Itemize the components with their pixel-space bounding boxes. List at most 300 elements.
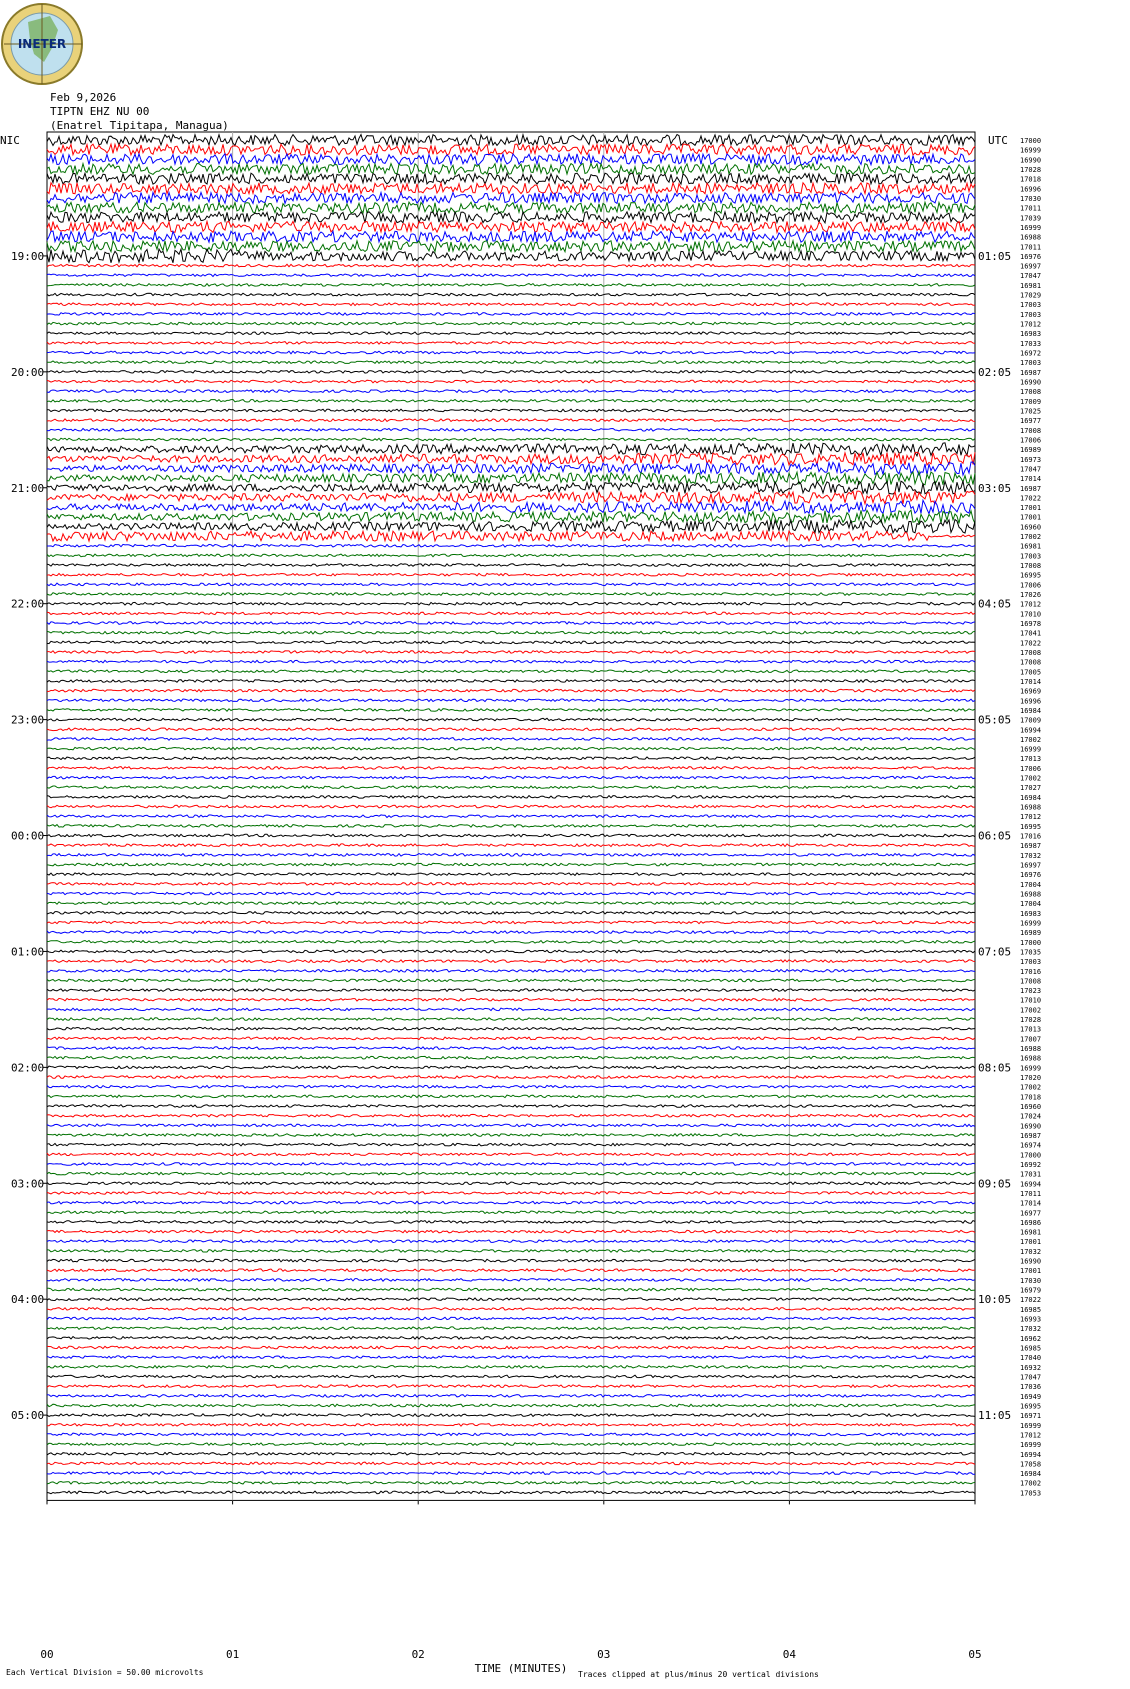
trace-line <box>47 1250 975 1253</box>
trace-offset-label: 16990 <box>1020 1257 1042 1266</box>
nic-hour-label: 22:00 <box>11 597 45 611</box>
trace-offset-label: 17027 <box>1020 784 1042 793</box>
nic-hour-label: 01:00 <box>11 945 45 959</box>
trace-offset-label: 17001 <box>1020 1267 1042 1276</box>
trace-line <box>47 342 975 345</box>
trace-line <box>47 303 975 306</box>
nic-hour-label: 00:00 <box>11 829 45 843</box>
utc-hour-label: 05:05 <box>978 713 1012 727</box>
trace-line <box>47 1018 975 1021</box>
trace-offset-label: 16977 <box>1020 417 1042 426</box>
trace-offset-label: 16987 <box>1020 842 1042 851</box>
trace-offset-label: 17009 <box>1020 716 1042 725</box>
trace-offset-label: 17002 <box>1020 735 1042 744</box>
trace-offset-label: 16983 <box>1020 909 1042 918</box>
trace-line <box>47 1279 975 1282</box>
trace-line <box>47 1298 975 1301</box>
trace-line <box>47 231 975 242</box>
trace-offset-label: 16995 <box>1020 822 1042 831</box>
trace-line <box>47 1085 975 1088</box>
trace-offset-label: 17000 <box>1020 1151 1042 1160</box>
trace-offset-label: 16990 <box>1020 156 1042 165</box>
trace-offset-label: 17033 <box>1020 339 1042 348</box>
trace-offset-label: 16973 <box>1020 455 1042 464</box>
trace-line <box>47 1385 975 1388</box>
trace-line <box>47 931 975 934</box>
trace-offset-label: 17018 <box>1020 175 1042 184</box>
trace-line <box>47 531 975 541</box>
trace-line <box>47 1327 975 1330</box>
trace-offset-label: 17053 <box>1020 1489 1042 1498</box>
trace-line <box>47 883 975 886</box>
utc-hour-label: 08:05 <box>978 1061 1012 1075</box>
trace-line <box>47 400 975 403</box>
trace-offset-label: 17008 <box>1020 426 1042 435</box>
trace-offset-label: 17047 <box>1020 272 1042 281</box>
trace-offset-label: 16994 <box>1020 1450 1042 1459</box>
trace-offset-label: 16971 <box>1020 1412 1042 1421</box>
trace-line <box>47 970 975 973</box>
trace-line <box>47 815 975 818</box>
trace-offset-label: 17029 <box>1020 291 1042 300</box>
trace-offset-label: 17012 <box>1020 813 1042 822</box>
trace-line <box>47 767 975 770</box>
trace-offset-label: 16986 <box>1020 1218 1042 1227</box>
trace-offset-label: 16989 <box>1020 446 1042 455</box>
trace-line <box>47 573 975 576</box>
utc-hour-label: 10:05 <box>978 1293 1012 1307</box>
trace-line <box>47 631 975 634</box>
trace-offset-label: 16988 <box>1020 1045 1042 1054</box>
trace-line <box>47 602 975 605</box>
x-tick-label: 03 <box>597 1648 611 1661</box>
trace-line <box>47 429 975 432</box>
nic-hour-label: 02:00 <box>11 1061 45 1075</box>
trace-offset-label: 17002 <box>1020 774 1042 783</box>
trace-line <box>47 583 975 586</box>
trace-line <box>47 1453 975 1456</box>
trace-offset-label: 17005 <box>1020 668 1042 677</box>
trace-offset-label: 17036 <box>1020 1383 1042 1392</box>
svg-text:INETER: INETER <box>17 37 67 51</box>
trace-offset-label: 16981 <box>1020 542 1042 551</box>
trace-offset-label: 16987 <box>1020 1131 1042 1140</box>
nic-hour-label: 05:00 <box>11 1409 45 1423</box>
x-tick-label: 00 <box>40 1648 54 1661</box>
trace-offset-label: 16988 <box>1020 1054 1042 1063</box>
trace-offset-label: 17058 <box>1020 1460 1042 1469</box>
trace-line <box>47 202 975 213</box>
trace-offset-label: 17014 <box>1020 475 1042 484</box>
trace-offset-label: 17004 <box>1020 900 1042 909</box>
trace-line <box>47 313 975 316</box>
trace-offset-label: 16999 <box>1020 223 1042 232</box>
clip-note: Traces clipped at plus/minus 20 vertical divisions <box>578 1670 819 1679</box>
trace-line <box>47 380 975 383</box>
trace-line <box>47 912 975 915</box>
trace-offset-label: 16962 <box>1020 1334 1042 1343</box>
trace-line <box>47 135 975 146</box>
trace-offset-label: 17008 <box>1020 562 1042 571</box>
trace-offset-label: 17031 <box>1020 1170 1042 1179</box>
trace-offset-label: 17013 <box>1020 1025 1042 1034</box>
trace-offset-label: 16972 <box>1020 349 1042 358</box>
trace-offset-label: 17023 <box>1020 987 1042 996</box>
trace-line <box>47 1076 975 1079</box>
trace-line <box>47 1008 975 1011</box>
trace-offset-label: 17040 <box>1020 1354 1042 1363</box>
trace-line <box>47 1124 975 1127</box>
trace-line <box>47 1269 975 1272</box>
trace-offset-label: 17006 <box>1020 581 1042 590</box>
trace-line <box>47 1337 975 1340</box>
trace-offset-label: 16981 <box>1020 281 1042 290</box>
trace-offset-label: 17003 <box>1020 552 1042 561</box>
trace-offset-label: 17022 <box>1020 639 1042 648</box>
trace-line <box>47 834 975 837</box>
trace-offset-label: 17006 <box>1020 764 1042 773</box>
trace-line <box>47 1192 975 1195</box>
trace-offset-label: 16976 <box>1020 252 1042 261</box>
trace-line <box>47 144 975 155</box>
trace-line <box>47 554 975 557</box>
trace-line <box>47 564 975 567</box>
trace-offset-label: 16999 <box>1020 146 1042 155</box>
trace-line <box>47 796 975 799</box>
trace-offset-label: 16995 <box>1020 1402 1042 1411</box>
trace-offset-label: 16976 <box>1020 871 1042 880</box>
utc-hour-label: 03:05 <box>978 481 1012 495</box>
trace-line <box>47 241 975 252</box>
trace-line <box>47 998 975 1001</box>
trace-line <box>47 1143 975 1146</box>
trace-offset-label: 16987 <box>1020 368 1042 377</box>
nic-time-label: NIC <box>0 134 20 147</box>
trace-line <box>47 481 975 494</box>
trace-line <box>47 1105 975 1108</box>
station-location: (Enatrel Tipitapa, Managua) <box>50 119 229 132</box>
nic-hour-label: 03:00 <box>11 1177 45 1191</box>
trace-line <box>47 1037 975 1040</box>
trace-offset-label: 16985 <box>1020 1344 1042 1353</box>
trace-line <box>47 154 975 165</box>
trace-offset-label: 16997 <box>1020 861 1042 870</box>
trace-line <box>47 1134 975 1137</box>
trace-line <box>47 825 975 828</box>
trace-offset-label: 16988 <box>1020 803 1042 812</box>
trace-offset-label: 17007 <box>1020 1035 1042 1044</box>
trace-line <box>47 1201 975 1204</box>
trace-line <box>47 1221 975 1224</box>
trace-offset-label: 16999 <box>1020 1064 1042 1073</box>
trace-line <box>47 622 975 625</box>
trace-offset-label: 17030 <box>1020 1276 1042 1285</box>
trace-offset-label: 17030 <box>1020 194 1042 203</box>
trace-offset-label: 17011 <box>1020 243 1042 252</box>
trace-line <box>47 960 975 963</box>
trace-line <box>47 1230 975 1233</box>
record-date: Feb 9,2026 <box>50 91 117 104</box>
trace-line <box>47 651 975 654</box>
trace-offset-label: 16981 <box>1020 1228 1042 1237</box>
utc-hour-label: 07:05 <box>978 945 1012 959</box>
trace-offset-label: 17000 <box>1020 137 1042 145</box>
trace-line <box>47 1462 975 1465</box>
utc-time-label: UTC <box>988 134 1008 147</box>
trace-line <box>47 1424 975 1427</box>
trace-line <box>47 979 975 982</box>
trace-offset-label: 17012 <box>1020 1431 1042 1440</box>
trace-line <box>47 1047 975 1050</box>
station-code: TIPTN EHZ NU 00 <box>50 105 150 118</box>
trace-line <box>47 709 975 712</box>
trace-offset-label: 17014 <box>1020 677 1042 686</box>
trace-line <box>47 757 975 760</box>
trace-offset-label: 17018 <box>1020 1093 1042 1102</box>
utc-hour-label: 11:05 <box>978 1409 1012 1423</box>
utc-hour-label: 02:05 <box>978 365 1012 379</box>
trace-line <box>47 419 975 422</box>
trace-offset-label: 16984 <box>1020 1470 1042 1479</box>
trace-offset-label: 17003 <box>1020 359 1042 368</box>
trace-offset-label: 16994 <box>1020 726 1042 735</box>
trace-line <box>47 680 975 683</box>
trace-line <box>47 274 975 277</box>
trace-line <box>47 786 975 789</box>
trace-offset-label: 16977 <box>1020 1209 1042 1218</box>
trace-offset-label: 17011 <box>1020 1189 1042 1198</box>
trace-offset-label: 16985 <box>1020 1305 1042 1314</box>
trace-offset-label: 16984 <box>1020 706 1042 715</box>
trace-offset-label: 17001 <box>1020 504 1042 513</box>
trace-offset-label: 17003 <box>1020 310 1042 319</box>
trace-line <box>47 212 975 223</box>
trace-offset-label: 16999 <box>1020 1441 1042 1450</box>
trace-line <box>47 1182 975 1185</box>
trace-offset-label: 16932 <box>1020 1363 1042 1372</box>
trace-offset-label: 17002 <box>1020 1083 1042 1092</box>
trace-line <box>47 1366 975 1369</box>
trace-offset-label: 17047 <box>1020 465 1042 474</box>
trace-line <box>47 264 975 267</box>
trace-line <box>47 612 975 615</box>
trace-offset-label: 17016 <box>1020 967 1042 976</box>
trace-offset-label: 17016 <box>1020 832 1042 841</box>
trace-line <box>47 371 975 374</box>
trace-offset-label: 17008 <box>1020 388 1042 397</box>
trace-offset-label: 17010 <box>1020 996 1042 1005</box>
trace-offset-label: 17003 <box>1020 958 1042 967</box>
utc-hour-label: 04:05 <box>978 597 1012 611</box>
trace-line <box>47 941 975 944</box>
trace-line <box>47 1095 975 1098</box>
trace-line <box>47 1308 975 1311</box>
trace-line <box>47 1163 975 1166</box>
trace-offset-label: 16999 <box>1020 745 1042 754</box>
trace-line <box>47 1491 975 1494</box>
trace-offset-label: 17039 <box>1020 214 1042 223</box>
trace-offset-label: 16993 <box>1020 1315 1042 1324</box>
trace-offset-label: 17022 <box>1020 494 1042 503</box>
trace-offset-label: 17008 <box>1020 648 1042 657</box>
trace-line <box>47 452 975 465</box>
trace-offset-label: 16990 <box>1020 378 1042 387</box>
trace-line <box>47 660 975 663</box>
trace-offset-label: 16987 <box>1020 484 1042 493</box>
trace-offset-label: 17002 <box>1020 1006 1042 1015</box>
trace-line <box>47 989 975 992</box>
trace-line <box>47 472 975 485</box>
trace-line <box>47 1259 975 1262</box>
trace-line <box>47 699 975 702</box>
trace-line <box>47 892 975 895</box>
trace-line <box>47 1443 975 1446</box>
vertical-scale-note: Each Vertical Division = 50.00 microvolts <box>6 1668 204 1677</box>
trace-offset-label: 16994 <box>1020 1180 1042 1189</box>
nic-hour-label: 20:00 <box>11 365 45 379</box>
trace-offset-label: 17013 <box>1020 755 1042 764</box>
trace-offset-label: 17024 <box>1020 1112 1042 1121</box>
trace-line <box>47 844 975 847</box>
trace-offset-label: 17010 <box>1020 610 1042 619</box>
trace-offset-label: 17008 <box>1020 658 1042 667</box>
trace-offset-label: 17032 <box>1020 1247 1042 1256</box>
trace-offset-label: 16999 <box>1020 919 1042 928</box>
trace-line <box>47 738 975 741</box>
trace-line <box>47 863 975 866</box>
trace-offset-label: 17006 <box>1020 436 1042 445</box>
trace-line <box>47 1317 975 1320</box>
trace-offset-label: 17028 <box>1020 165 1042 174</box>
trace-offset-label: 17000 <box>1020 938 1042 947</box>
trace-offset-label: 16974 <box>1020 1141 1042 1150</box>
x-tick-label: 05 <box>968 1648 982 1661</box>
trace-line <box>47 1481 975 1484</box>
trace-line <box>47 921 975 924</box>
x-tick-label: 01 <box>225 1648 240 1661</box>
trace-line <box>47 689 975 692</box>
trace-offset-label: 16960 <box>1020 523 1042 532</box>
trace-line <box>47 873 975 876</box>
nic-hour-label: 04:00 <box>11 1293 45 1307</box>
trace-line <box>47 728 975 731</box>
trace-offset-label: 17022 <box>1020 1296 1042 1305</box>
trace-offset-label: 17003 <box>1020 301 1042 310</box>
trace-line <box>47 462 975 475</box>
trace-offset-label: 16989 <box>1020 929 1042 938</box>
trace-line <box>47 438 975 441</box>
trace-offset-label: 17047 <box>1020 1373 1042 1382</box>
trace-line <box>47 805 975 808</box>
trace-line <box>47 409 975 412</box>
utc-hour-label: 01:05 <box>978 249 1012 263</box>
trace-offset-label: 17012 <box>1020 600 1042 609</box>
trace-offset-label: 17014 <box>1020 1199 1042 1208</box>
trace-line <box>47 1056 975 1059</box>
trace-offset-label: 17002 <box>1020 1479 1042 1488</box>
trace-line <box>47 1395 975 1398</box>
trace-line <box>47 1066 975 1069</box>
trace-line <box>47 351 975 354</box>
trace-line <box>47 332 975 335</box>
trace-line <box>47 1288 975 1291</box>
trace-offset-label: 17020 <box>1020 1074 1042 1083</box>
trace-line <box>47 293 975 296</box>
trace-line <box>47 520 975 534</box>
trace-line <box>47 1153 975 1156</box>
trace-offset-label: 16995 <box>1020 571 1042 580</box>
trace-line <box>47 950 975 953</box>
trace-line <box>47 544 975 547</box>
trace-offset-label: 17004 <box>1020 880 1042 889</box>
trace-line <box>47 284 975 287</box>
trace-offset-label: 16983 <box>1020 330 1042 339</box>
trace-line <box>47 1211 975 1214</box>
trace-offset-label: 17012 <box>1020 320 1042 329</box>
trace-line <box>47 1472 975 1475</box>
trace-offset-label: 17025 <box>1020 407 1042 416</box>
x-tick-label: 02 <box>411 1648 425 1661</box>
trace-line <box>47 491 975 504</box>
trace-offset-label: 16969 <box>1020 687 1042 696</box>
x-tick-label: 04 <box>782 1648 797 1661</box>
trace-line <box>47 1414 975 1417</box>
trace-offset-label: 16997 <box>1020 262 1042 271</box>
trace-line <box>47 641 975 644</box>
trace-line <box>47 443 975 456</box>
trace-line <box>47 1346 975 1349</box>
trace-line <box>47 183 975 194</box>
trace-offset-label: 16988 <box>1020 890 1042 899</box>
trace-line <box>47 1240 975 1243</box>
nic-hour-label: 23:00 <box>11 713 45 727</box>
trace-offset-label: 16979 <box>1020 1286 1042 1295</box>
trace-offset-label: 16992 <box>1020 1160 1042 1169</box>
x-axis-title: TIME (MINUTES) <box>474 1662 568 1675</box>
trace-line <box>47 1404 975 1407</box>
trace-offset-label: 16999 <box>1020 1421 1042 1430</box>
nic-hour-label: 19:00 <box>11 249 45 263</box>
trace-offset-label: 16996 <box>1020 697 1042 706</box>
trace-line <box>47 670 975 673</box>
nic-hour-label: 21:00 <box>11 481 45 495</box>
trace-offset-label: 16996 <box>1020 185 1042 194</box>
trace-offset-label: 17032 <box>1020 851 1042 860</box>
trace-line <box>47 173 975 184</box>
trace-offset-label: 17001 <box>1020 513 1042 522</box>
trace-offset-label: 16984 <box>1020 793 1042 802</box>
trace-offset-label: 16949 <box>1020 1392 1042 1401</box>
trace-line <box>47 1375 975 1378</box>
trace-offset-label: 17002 <box>1020 533 1042 542</box>
trace-line <box>47 1356 975 1359</box>
trace-offset-label: 16990 <box>1020 1122 1042 1131</box>
utc-hour-label: 06:05 <box>978 829 1012 843</box>
trace-offset-label: 17041 <box>1020 629 1042 638</box>
trace-line <box>47 593 975 596</box>
trace-offset-label: 17035 <box>1020 948 1042 957</box>
trace-offset-label: 17009 <box>1020 397 1042 406</box>
trace-line <box>47 390 975 393</box>
trace-line <box>47 221 975 232</box>
trace-line <box>47 1172 975 1175</box>
trace-line <box>47 902 975 905</box>
trace-line <box>47 776 975 779</box>
trace-offset-label: 17028 <box>1020 1016 1042 1025</box>
trace-line <box>47 1027 975 1030</box>
trace-line <box>47 193 975 204</box>
trace-line <box>47 361 975 364</box>
